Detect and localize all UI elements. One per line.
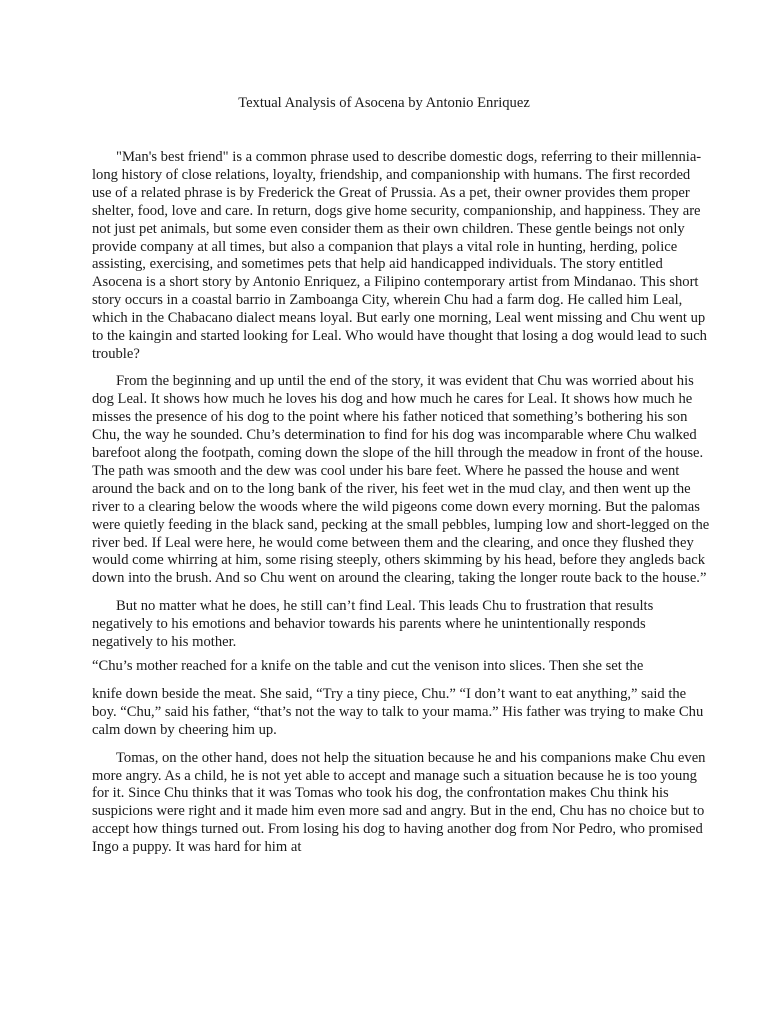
document-body: [92, 149, 710, 867]
paragraph-intro: "Man's best friend" is a common phrase used to describe domestic dogs, referring to their millennia-long history of close relations, loyalty, friendship, and companionship with humans. The first recorded use of a related phrase is by Frederick the Great of Prussia. As a pet, their owner provides them proper shelter, food, love and care. In return, dogs give home security, companionship, and happiness. They are not just pet animals, but some even consider them as their own children. These gentle beings not only provide company at all times, but also a companion that plays a vital role in hunting, herding, police assisting, exercising, and sometimes pets that help aid handicapped individuals. The story entitled Asocena is a short story by Antonio Enriquez, a Filipino contemporary artist from Mindanao. This short story occurs in a coastal barrio in Zamboanga City, wherein Chu had a farm dog. He called him Leal, which in the Chabacano dialect means loyal. But early one morning, Leal went missing and Chu went up to the kaingin and started looking for Leal. Who would have thought that losing a dog would lead to such trouble?: [92, 149, 707, 362]
paragraph-frustration: But no matter what he does, he still can’t find Leal. This leads Chu to frustration that results negatively to his emotions and behavior towards his parents where he unintentionally responds negatively to his mother.: [92, 597, 654, 650]
paragraph-quote-continued: knife down beside the meat. She said, “Try a tiny piece, Chu.” “I don’t want to eat anything,” said the boy. “Chu,” said his father, “that’s not the way to talk to your mama.” His father was trying to make Chu calm down by cheering him up.: [92, 686, 704, 739]
paragraph-chu-worried: From the beginning and up until the end of the story, it was evident that Chu was worried about his dog Leal. It shows how much he loves his dog and how much he cares for Leal. It shows how much he misses the presence of his dog to the point where his father noticed that something’s bothering his son Chu, the way he sounded. Chu’s determination to find for his dog was incomparable where Chu walked barefoot along the footpath, coming down the slope of the hill through the meadow in front of the house. The path was smooth and the dew was cool under his bare feet. Where he passed the house and went around the back and on to the long bank of the river, his feet wet in the mud clay, and then went up the river to a clearing below the woods where the wild pigeons come down every morning. But the palomas were quietly feeding in the black sand, pecking at the small pebbles, lumping low and short-legged on the river bed. If Leal were here, he would come between them and the clearing, and once they flushed they would come whirring at him, some rising steeply, others skimming by his head, before they angleds back down into the brush. And so Chu went on around the clearing, taking the longer route back to the house.”: [92, 373, 710, 587]
paragraph-tomas: Tomas, on the other hand, does not help the situation because he and his companions make Chu even more angry. As a child, he is not yet able to accept and manage such a situation because he is too young for it. Since Chu thinks that it was Tomas who took his dog, the confrontation makes Chu think his suspicions were right and it made him even more sad and angry. But in the end, Chu has no choice but to accept how things turned out. From losing his dog to having another dog from Nor Pedro, who promised Ingo a puppy. It was hard for him at: [92, 749, 706, 856]
paragraph-quote-start: “Chu’s mother reached for a knife on the table and cut the venison into slices. Then she set the: [92, 658, 644, 675]
document-title: Textual Analysis of Asocena by Antonio Enriquez: [238, 95, 530, 111]
